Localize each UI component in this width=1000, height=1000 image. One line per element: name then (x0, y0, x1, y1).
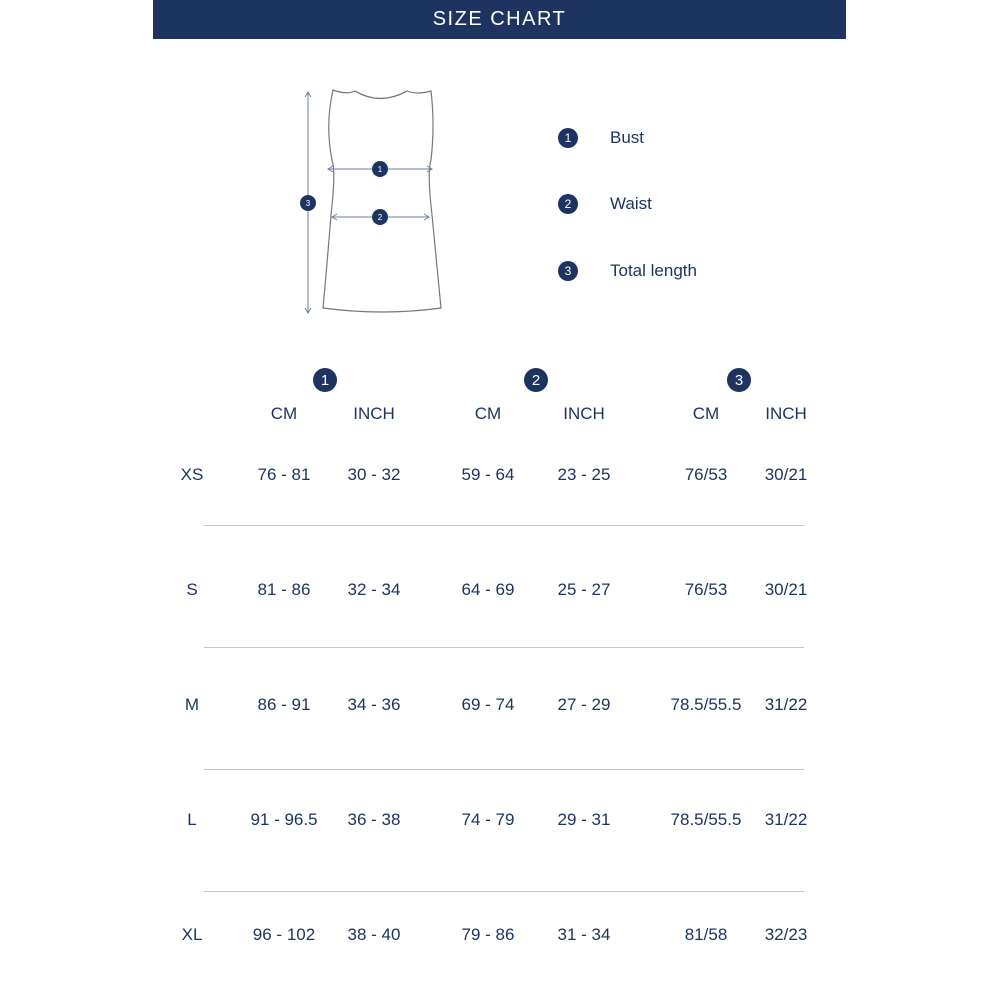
neckline (355, 91, 407, 99)
legend-item-waist (558, 194, 652, 214)
table-cell: 32 - 34 (347, 580, 401, 599)
column-group-badge-length: 3 (727, 368, 751, 392)
table-cell: 27 - 29 (557, 695, 611, 714)
marker-bust-label: 1 (377, 165, 383, 174)
size-label: M (184, 695, 200, 714)
row-divider (204, 525, 804, 526)
table-cell: 30/21 (764, 580, 808, 599)
table-cell: 38 - 40 (347, 925, 401, 944)
table-cell: 79 - 86 (461, 925, 515, 944)
table-cell: 31/22 (764, 810, 808, 829)
table-cell: 78.5/55.5 (670, 810, 742, 829)
column-group-badge-bust: 1 (313, 368, 337, 392)
legend-number-badge: 3 (558, 261, 578, 281)
column-header: INCH (765, 404, 807, 423)
size-label: S (186, 580, 198, 599)
row-divider (204, 647, 804, 648)
legend-label: Bust (610, 128, 645, 147)
column-header: CM (474, 404, 502, 423)
legend-number-badge: 1 (558, 128, 578, 148)
row-divider (204, 769, 804, 770)
table-cell: 30/21 (764, 465, 808, 484)
table-cell: 31/22 (764, 695, 808, 714)
table-cell: 74 - 79 (461, 810, 515, 829)
dress-outline (323, 90, 441, 312)
column-group-badge-waist: 2 (524, 368, 548, 392)
marker-length-label: 3 (305, 199, 311, 208)
table-cell: 81/58 (684, 925, 728, 944)
table-cell: 30 - 32 (347, 465, 401, 484)
column-header: INCH (563, 404, 605, 423)
column-header: CM (692, 404, 720, 423)
table-cell: 25 - 27 (557, 580, 611, 599)
size-label: XS (180, 465, 204, 484)
table-cell: 76/53 (684, 580, 728, 599)
table-cell: 32/23 (764, 925, 808, 944)
size-label: L (187, 810, 197, 829)
table-cell: 64 - 69 (461, 580, 515, 599)
column-header: CM (270, 404, 298, 423)
table-cell: 29 - 31 (557, 810, 611, 829)
legend-label: Total length (610, 261, 697, 280)
table-cell: 86 - 91 (257, 695, 311, 714)
table-cell: 76/53 (684, 465, 728, 484)
table-cell: 91 - 96.5 (250, 810, 318, 829)
legend-label: Waist (610, 194, 652, 213)
table-cell: 78.5/55.5 (670, 695, 742, 714)
row-divider (204, 891, 804, 892)
size-label: XL (181, 925, 203, 944)
table-cell: 81 - 86 (257, 580, 311, 599)
column-header: INCH (353, 404, 395, 423)
table-cell: 36 - 38 (347, 810, 401, 829)
table-cell: 23 - 25 (557, 465, 611, 484)
table-cell: 69 - 74 (461, 695, 515, 714)
legend-number-badge: 2 (558, 194, 578, 214)
table-cell: 96 - 102 (252, 925, 316, 944)
size-chart-header (153, 0, 846, 39)
marker-waist-label: 2 (377, 213, 383, 222)
table-cell: 34 - 36 (347, 695, 401, 714)
legend-item-bust (558, 128, 644, 148)
table-cell: 76 - 81 (257, 465, 311, 484)
header-title: SIZE CHART (432, 8, 567, 30)
garment-diagram (295, 80, 455, 320)
legend-item-total-length (558, 261, 697, 281)
table-cell: 31 - 34 (557, 925, 611, 944)
table-cell: 59 - 64 (461, 465, 515, 484)
